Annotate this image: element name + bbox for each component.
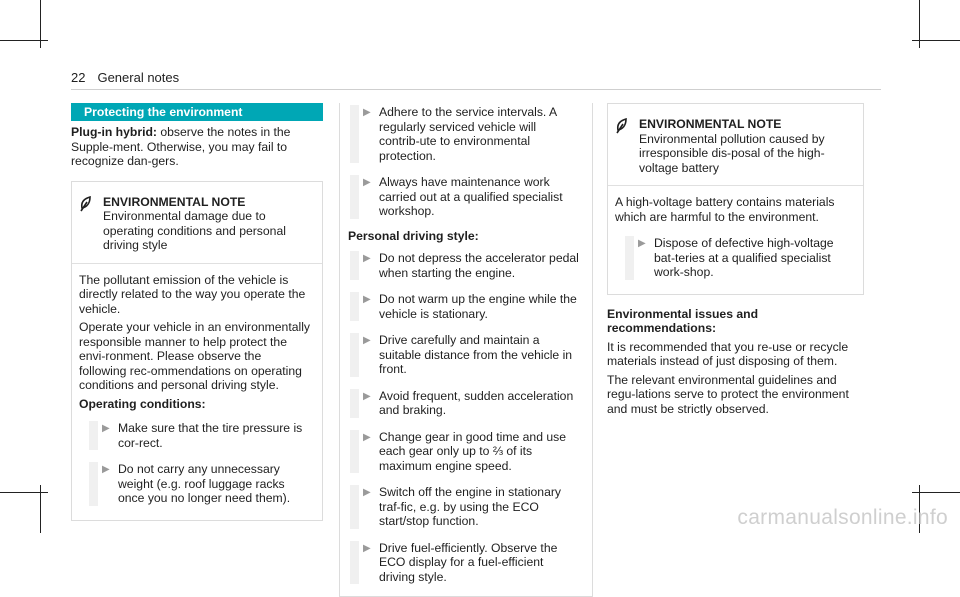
step-text: Do not warm up the engine while the vehicle is stationary. — [379, 292, 577, 321]
step-list — [340, 105, 584, 225]
column-right — [607, 103, 864, 420]
step-arrow-icon: ▶ — [363, 487, 371, 498]
intro-bold: Plug-in hybrid: — [71, 125, 157, 139]
column-middle — [339, 103, 593, 597]
step-arrow-icon: ▶ — [363, 431, 371, 443]
environmental-note-content — [72, 264, 322, 520]
leaf-icon — [615, 117, 639, 175]
body-paragraph: It is recommended that you re-use or recycle materials instead of just disposing of them. — [607, 339, 849, 368]
step-text: Always have maintenance work carried out at a qualified specialist workshop. — [379, 175, 563, 218]
list-item — [350, 333, 584, 377]
step-arrow-icon: ▶ — [363, 253, 371, 264]
list-item — [625, 236, 853, 280]
body-paragraph: The pollutant emission of the vehicle is directly related to the way you operate the vehicle. — [79, 272, 306, 316]
step-text: Change gear in good time and use each gear only up to ⅔ of its maximum engine speed. — [379, 429, 567, 473]
watermark: carmanualsonline.info — [737, 505, 948, 529]
step-text: Do not carry any unnecessary weight (e.g. roof luggage racks once you no longer need them). — [118, 462, 291, 505]
step-text: Drive fuel-efficiently. Observe the ECO display for a fuel-efficient driving style. — [379, 540, 558, 584]
step-text: Do not depress the accelerator pedal when starting the engine. — [379, 251, 579, 280]
crop-mark — [912, 40, 960, 41]
environmental-note-body: Environmental damage due to operating conditions and personal driving style — [103, 209, 286, 252]
step-list — [340, 247, 584, 590]
environmental-note-header — [608, 104, 863, 186]
environmental-note-header — [72, 182, 322, 264]
body-paragraph: Operate your vehicle in an environmentally responsible manner to help protect the envi-ronment. Please observe the following rec-ommendations on operating conditions and personal driving style. — [79, 320, 311, 392]
list-item — [89, 421, 312, 450]
environmental-note-title: ENVIRONMENTAL NOTE — [639, 117, 782, 131]
subheading: Personal driving style: — [348, 228, 479, 243]
section-banner: Protecting the environment — [71, 103, 323, 121]
subheading: Environmental issues and recommendations: — [607, 306, 759, 335]
step-text: Dispose of defective high-voltage bat-teries at a qualified specialist work-shop. — [654, 236, 834, 279]
environmental-note — [607, 103, 864, 295]
crop-mark — [0, 40, 48, 41]
environmental-note-text — [103, 195, 310, 253]
step-arrow-icon: ▶ — [363, 177, 371, 188]
environmental-note-text — [639, 117, 851, 175]
step-text: Switch off the engine in stationary traf-fic, e.g. by using the ECO start/stop function. — [379, 485, 562, 528]
column-left — [71, 103, 323, 521]
step-arrow-icon: ▶ — [102, 423, 110, 434]
step-list — [79, 415, 312, 512]
list-item — [350, 105, 584, 163]
page-header — [71, 71, 179, 86]
header-rule — [71, 89, 881, 90]
environmental-note — [71, 181, 323, 521]
step-text: Make sure that the tire pressure is cor-rect. — [118, 421, 303, 450]
page-number: 22 — [71, 70, 86, 85]
step-arrow-icon: ▶ — [363, 542, 371, 554]
environmental-note-title: ENVIRONMENTAL NOTE — [103, 194, 246, 209]
step-arrow-icon: ▶ — [363, 390, 371, 402]
crop-mark — [912, 492, 960, 493]
continued-note — [339, 103, 593, 597]
leaf-icon — [79, 195, 103, 253]
step-arrow-icon: ▶ — [638, 238, 646, 249]
step-arrow-icon: ▶ — [363, 335, 371, 346]
subheading: Operating conditions: — [79, 396, 206, 411]
step-text: Adhere to the service intervals. A regularly serviced vehicle will contrib-ute to environmental protection. — [379, 105, 557, 163]
list-item — [350, 541, 584, 585]
list-item — [350, 251, 584, 280]
crop-mark — [0, 492, 48, 493]
list-item — [350, 389, 584, 418]
body-paragraph: The relevant environmental guidelines and regu-lations serve to protect the environment and must be strictly observed. — [607, 372, 849, 416]
intro-paragraph — [71, 125, 323, 169]
step-arrow-icon: ▶ — [363, 294, 371, 305]
list-item — [350, 175, 584, 219]
list-item — [350, 292, 584, 321]
environmental-note-body: Environmental pollution caused by irresponsible dis-posal of the high-voltage battery — [639, 131, 825, 175]
intro-text: observe the notes in the Supple-ment. Otherwise, you may fail to recognize dan-gers. — [71, 125, 291, 168]
step-arrow-icon: ▶ — [363, 107, 371, 118]
step-text: Avoid frequent, sudden acceleration and braking. — [379, 388, 574, 417]
list-item — [350, 430, 584, 474]
step-arrow-icon: ▶ — [102, 464, 110, 475]
list-item — [350, 485, 584, 529]
section-title: General notes — [97, 70, 180, 85]
step-text: Drive carefully and maintain a suitable distance from the vehicle in front. — [379, 333, 573, 376]
environmental-note-content — [608, 186, 863, 294]
list-item — [89, 462, 312, 506]
step-list — [615, 228, 853, 286]
body-paragraph: A high-voltage battery contains materials which are harmful to the environment. — [615, 195, 835, 224]
